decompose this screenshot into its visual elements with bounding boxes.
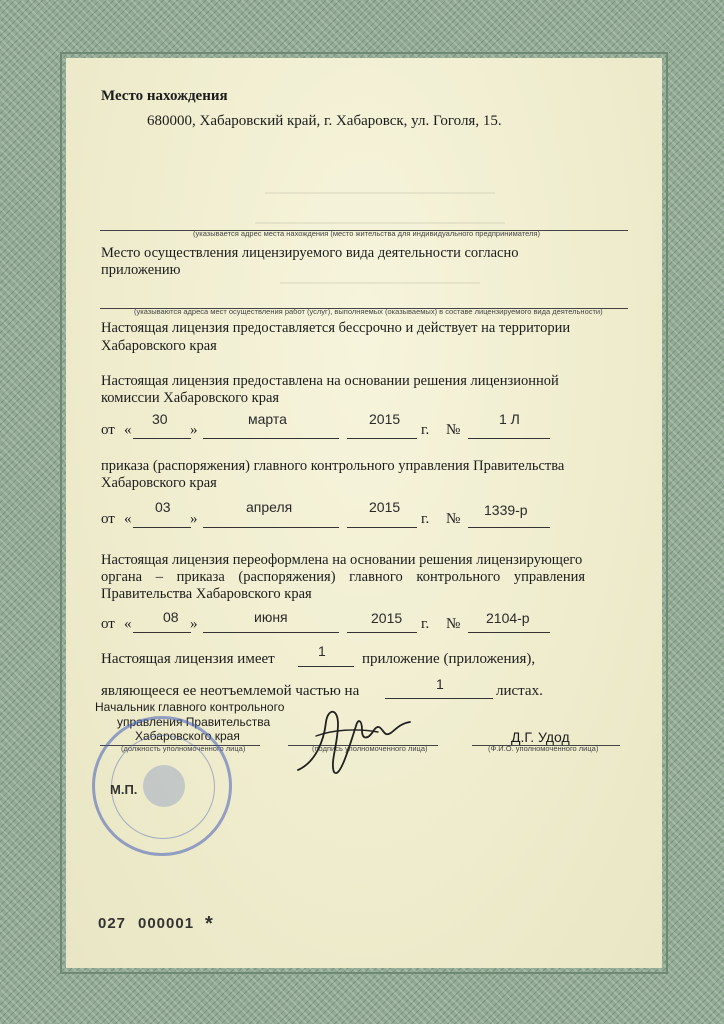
basis-number-line <box>468 438 550 439</box>
reissue-no: № <box>446 616 461 632</box>
basis-quote-open: « <box>124 422 132 438</box>
reissue-number-line <box>468 632 550 633</box>
reissue-quote-open: « <box>124 616 132 632</box>
basis-line1: Настоящая лицензия предоставлена на основании решения лицензионной <box>101 373 559 389</box>
appendix-count: 1 <box>318 643 326 659</box>
location-hint: (указывается адрес места нахождения (место жительства для индивидуального предпринимателя) <box>193 229 540 238</box>
reissue-day-line <box>133 632 191 633</box>
order-number-line <box>468 527 550 528</box>
basis-month-line <box>203 438 339 439</box>
appendix-prefix: Настоящая лицензия имеет <box>101 651 275 667</box>
basis-year: 2015 <box>369 411 401 427</box>
position-hint: (должность уполномоченного лица) <box>121 744 246 753</box>
basis-month: марта <box>248 411 287 427</box>
reissue-from: от <box>101 616 115 632</box>
appendix-line2-suffix: листах. <box>496 683 543 699</box>
position-line1: Начальник главного контрольного <box>95 700 285 714</box>
order-from: от <box>101 511 115 527</box>
order-month: апреля <box>246 499 293 515</box>
reissue-quote-close: » <box>190 616 198 632</box>
order-year-line <box>347 527 417 528</box>
appendix-suffix: приложение (приложения), <box>362 651 536 667</box>
order-g: г. <box>421 511 430 527</box>
reissue-year: 2015 <box>371 610 403 626</box>
order-day-line <box>133 527 191 528</box>
activity-place-line1: Место осуществления лицензируемого вида деятельности согласно <box>101 245 519 261</box>
activity-place-line2: приложению <box>101 262 181 278</box>
reissue-line1: Настоящая лицензия переоформлена на основании решения лицензирующего <box>101 552 583 568</box>
validity-line2: Хабаровского края <box>101 338 217 354</box>
serial-mark: * <box>205 913 214 935</box>
basis-quote-close: » <box>190 422 198 438</box>
order-number: 1339-р <box>484 502 528 518</box>
order-day: 03 <box>155 499 171 515</box>
name-hint: (Ф.И.О. уполномоченного лица) <box>488 744 599 753</box>
appendix-line2-prefix: являющееся ее неотъемлемой частью на <box>101 683 360 699</box>
order-quote-open: « <box>124 511 132 527</box>
basis-from: от <box>101 422 115 438</box>
appendix-sheets-line <box>385 698 493 699</box>
order-month-line <box>203 527 339 528</box>
position-line2: управления Правительства <box>117 715 271 729</box>
sign-hint: (подпись уполномоченного лица) <box>312 744 428 753</box>
appendix-count-line <box>298 666 354 667</box>
reissue-day: 08 <box>163 609 179 625</box>
seal-emblem <box>143 765 185 807</box>
watermark <box>200 170 560 284</box>
location-address: 680000, Хабаровский край, г. Хабаровск, ул. Гоголя, 15. <box>147 113 502 129</box>
signature-image <box>286 700 426 780</box>
signatory-name: Д.Г. Удод <box>511 729 570 745</box>
basis-g: г. <box>421 422 430 438</box>
reissue-line3: Правительства Хабаровского края <box>101 586 312 602</box>
basis-no: № <box>446 422 461 438</box>
reissue-month: июня <box>254 609 288 625</box>
basis-year-line <box>347 438 417 439</box>
mp-label: М.П. <box>110 782 138 797</box>
reissue-year-line <box>347 632 417 633</box>
activity-place-hint: (указываются адреса мест осуществления работ (услуг), выполняемых (оказываемых) в составе лицензируемого вида деятельности) <box>134 307 603 316</box>
reissue-g: г. <box>421 616 430 632</box>
validity-line1: Настоящая лицензия предоставляется бессрочно и действует на территории <box>101 320 571 336</box>
location-label: Место нахождения <box>101 88 228 104</box>
order-no: № <box>446 511 461 527</box>
position-line3: Хабаровского края <box>135 729 240 743</box>
reissue-month-line <box>203 632 339 633</box>
basis-number: 1 Л <box>499 411 520 427</box>
appendix-sheets: 1 <box>436 676 444 692</box>
serial-number: 000001 <box>138 915 195 932</box>
order-quote-close: » <box>190 511 198 527</box>
serial-series: 027 <box>98 915 127 932</box>
basis-day-line <box>133 438 191 439</box>
order-year: 2015 <box>369 499 401 515</box>
reissue-number: 2104-р <box>486 610 530 626</box>
basis-day: 30 <box>152 411 168 427</box>
reissue-line2: органа – приказа (распоряжения) главного контрольного управления <box>101 569 586 585</box>
basis-line2: комиссии Хабаровского края <box>101 390 280 406</box>
order-line2: Хабаровского края <box>101 475 217 491</box>
order-line1: приказа (распоряжения) главного контрольного управления Правительства <box>101 458 565 474</box>
